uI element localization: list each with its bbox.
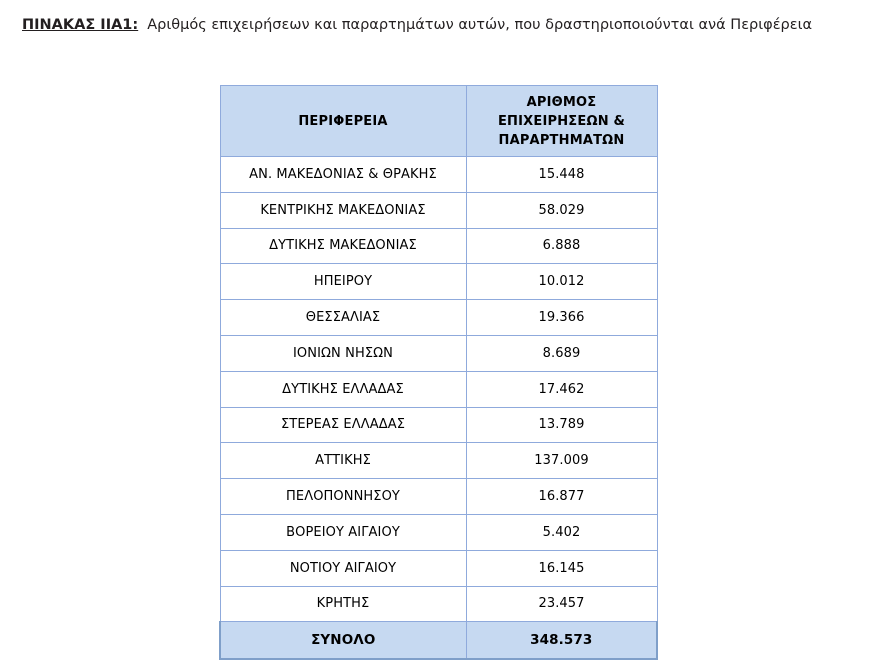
table-row <box>220 264 657 300</box>
table-caption-text: Αριθμός επιχειρήσεων και παραρτημάτων αυτών, που δραστηριοποιούνται ανά Περιφέρεια <box>147 17 813 33</box>
cell-region: ΠΕΛΟΠΟΝΝΗΣΟΥ <box>220 479 466 515</box>
cell-region: ΣΤΕΡΕΑΣ ΕΛΛΑΔΑΣ <box>220 407 466 443</box>
table-caption-label: ΠΙΝΑΚΑΣ ΙΙΑ1: <box>22 17 139 33</box>
cell-count: 23.457 <box>466 586 657 622</box>
table-body <box>220 157 657 660</box>
table-row <box>220 335 657 371</box>
total-count: 348.573 <box>466 622 657 660</box>
table-total-row <box>220 622 657 660</box>
table-row <box>220 443 657 479</box>
cell-count: 15.448 <box>466 157 657 193</box>
table-header <box>220 86 657 157</box>
cell-count: 137.009 <box>466 443 657 479</box>
cell-region: ΔΥΤΙΚΗΣ ΜΑΚΕΔΟΝΙΑΣ <box>220 228 466 264</box>
cell-region: ΚΕΝΤΡΙΚΗΣ ΜΑΚΕΔΟΝΙΑΣ <box>220 192 466 228</box>
column-header-count <box>466 86 657 157</box>
cell-count: 5.402 <box>466 514 657 550</box>
cell-region: ΒΟΡΕΙΟΥ ΑΙΓΑΙΟΥ <box>220 514 466 550</box>
table-row <box>220 192 657 228</box>
cell-count: 58.029 <box>466 192 657 228</box>
table-header-row <box>220 86 657 157</box>
cell-count: 17.462 <box>466 371 657 407</box>
table-row <box>220 514 657 550</box>
total-label: ΣΥΝΟΛΟ <box>220 622 466 660</box>
cell-count: 13.789 <box>466 407 657 443</box>
table-row <box>220 586 657 622</box>
cell-region: ΚΡΗΤΗΣ <box>220 586 466 622</box>
column-header-region: ΠΕΡΙΦΕΡΕΙΑ <box>220 86 466 157</box>
cell-region: ΑΝ. ΜΑΚΕΔΟΝΙΑΣ & ΘΡΑΚΗΣ <box>220 157 466 193</box>
regions-table <box>219 85 658 660</box>
cell-count: 16.145 <box>466 550 657 586</box>
table-caption <box>22 12 852 38</box>
column-header-count-line1: ΑΡΙΘΜΟΣ <box>526 94 597 110</box>
table-row <box>220 550 657 586</box>
table-row <box>220 300 657 336</box>
table-container <box>219 85 656 660</box>
cell-region: ΙΟΝΙΩΝ ΝΗΣΩΝ <box>220 335 466 371</box>
cell-count: 19.366 <box>466 300 657 336</box>
column-header-count-line3: ΠΑΡΑΡΤΗΜΑΤΩΝ <box>498 132 625 148</box>
table-row <box>220 479 657 515</box>
cell-count: 16.877 <box>466 479 657 515</box>
table-row <box>220 228 657 264</box>
table-row <box>220 157 657 193</box>
cell-count: 6.888 <box>466 228 657 264</box>
cell-count: 8.689 <box>466 335 657 371</box>
cell-count: 10.012 <box>466 264 657 300</box>
cell-region: ΑΤΤΙΚΗΣ <box>220 443 466 479</box>
cell-region: ΘΕΣΣΑΛΙΑΣ <box>220 300 466 336</box>
cell-region: ΗΠΕΙΡΟΥ <box>220 264 466 300</box>
table-row <box>220 371 657 407</box>
table-row <box>220 407 657 443</box>
cell-region: ΔΥΤΙΚΗΣ ΕΛΛΑΔΑΣ <box>220 371 466 407</box>
cell-region: ΝΟΤΙΟΥ ΑΙΓΑΙΟΥ <box>220 550 466 586</box>
column-header-count-line2: ΕΠΙΧΕΙΡΗΣΕΩΝ & <box>497 113 626 129</box>
